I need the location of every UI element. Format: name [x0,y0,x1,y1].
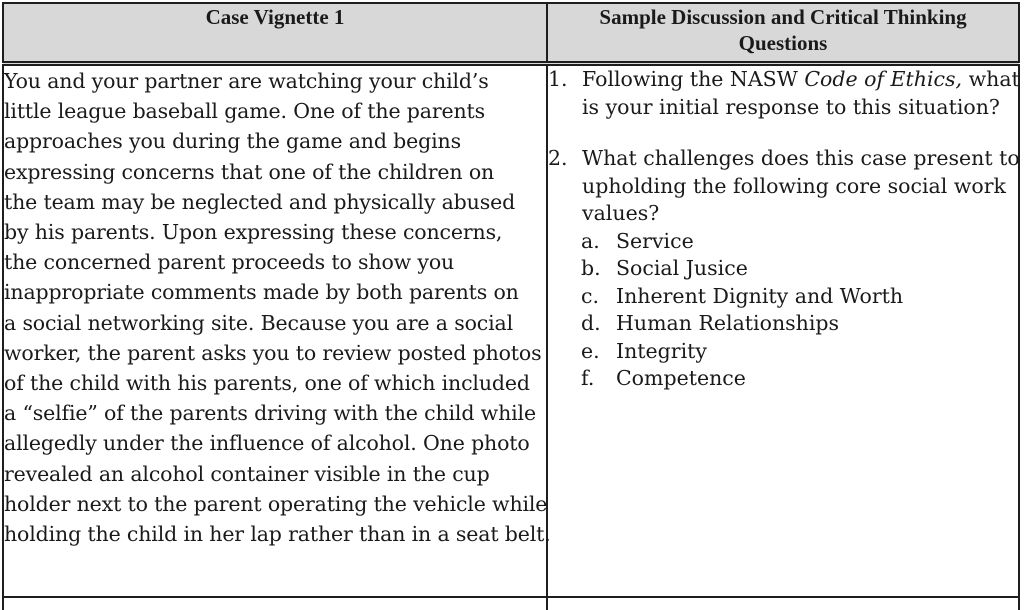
code-of-ethics-title: Code of Ethics, [804,67,963,91]
list-item-label: c. [581,283,599,308]
next-row-left-cell [3,597,547,610]
vignette-line: holding the child in her lap rather than in a seat belt. [4,522,551,547]
header-right-line2: Questions [738,31,828,55]
vignette-line: allegedly under the influence of alcohol. One photo [4,431,530,456]
vignette-line: You and your partner are watching your child’s [4,69,489,93]
next-row-right-cell [547,597,1019,610]
question-2-line2: upholding the following core social work [582,173,1006,198]
vignette-line: revealed an alcohol container visible in the cup [4,461,490,486]
vignette-line: of the child with his parents, one of which included [4,371,530,396]
question-1-line1-post: what [962,67,1020,91]
vignette-line: approaches you during the game and begins [4,129,461,154]
header-case-vignette: Case Vignette 1 [3,3,547,64]
list-item [548,228,1018,256]
question-number: 2. [548,146,568,170]
vignette-line: holder next to the parent operating the vehicle while [4,491,548,516]
question-1-line1 [582,66,1020,94]
list-item-label: f. [581,366,595,390]
list-item-label: a. [581,228,600,253]
vignette-cell [3,64,551,598]
question-2-line1: What challenges does this case present to [582,146,1020,170]
vignette-line: worker, the parent asks you to review posted photos [4,340,542,365]
question-1 [548,66,1018,121]
list-item [548,338,1018,366]
list-item [548,283,1018,311]
vignette-line: the team may be neglected and physically abused [4,189,516,214]
vignette-line: expressing concerns that one of the children on [4,159,495,184]
list-item-text: Competence [616,366,746,390]
core-values-list [548,228,1018,393]
list-item-label: d. [581,311,601,335]
list-item-label: b. [581,256,601,280]
question-2-line3: values? [582,201,660,225]
list-item [548,255,1018,283]
question-2 [548,145,1018,228]
case-vignette-table [2,2,1020,610]
vignette-line: by his parents. Upon expressing these concerns, [4,220,503,245]
list-item-text: Inherent Dignity and Worth [616,283,904,308]
question-1-line2: is your initial response to this situation? [582,94,1000,119]
list-item-text: Social Jusice [616,256,748,280]
question-1-line1-pre: Following the NASW [582,67,805,91]
list-item-text: Integrity [616,338,707,363]
list-item-text: Human Relationships [616,311,840,335]
header-right-line1: Sample Discussion and Critical Thinking [599,5,967,29]
question-text [582,145,1020,228]
question-number: 1. [548,67,568,91]
header-row [3,3,1019,64]
list-item [548,365,1018,393]
list-item-text: Service [616,228,694,253]
vignette-line: little league baseball game. One of the parents [4,99,485,124]
vignette-line: the concerned parent proceeds to show you [4,250,455,275]
list-item [548,310,1018,338]
list-item-label: e. [581,338,600,363]
vignette-line: a “selfie” of the parents driving with the child while [4,401,536,426]
vignette-line: a social networking site. Because you are a social [4,310,513,335]
header-discussion-questions [547,3,1019,64]
vignette-line: inappropriate comments made by both parents on [4,280,519,305]
content-row [3,64,1019,598]
questions-cell [547,64,1019,598]
question-text [582,66,1020,121]
next-row-start [3,597,1019,610]
